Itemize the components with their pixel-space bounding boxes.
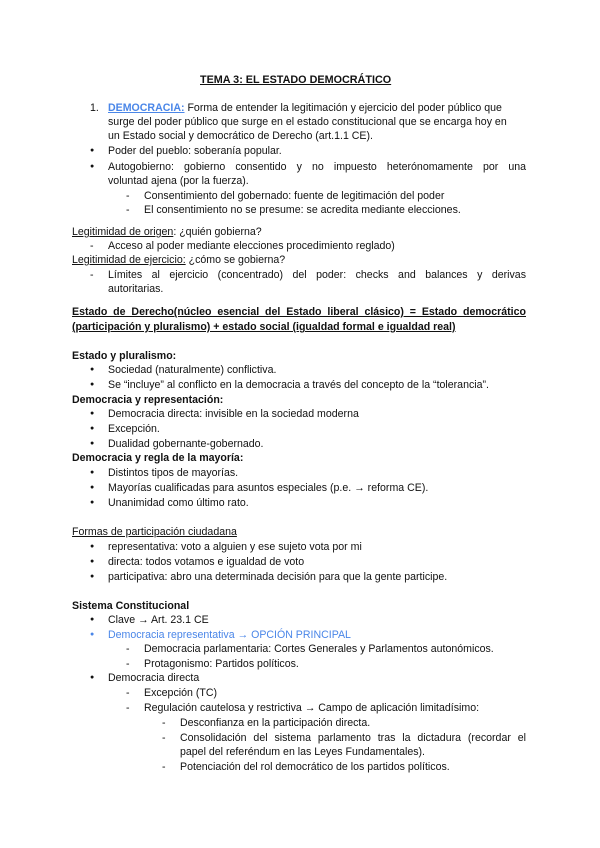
- list-item: ● participativa: abro una determinada decisión para que la gente participe.: [108, 570, 447, 584]
- list-item: ● Mayorías cualificadas para asuntos especiales (p.e. → reforma CE).: [108, 481, 428, 495]
- estado-derecho-line-2: (participación y pluralismo) + estado social (igualdad formal e igualdad real): [72, 321, 456, 333]
- list-item: - Regulación cautelosa y restrictiva → Campo de aplicación limitadísimo:: [144, 701, 479, 715]
- list-item-continuation: voluntad ajena (por la fuerza).: [108, 175, 249, 187]
- legitimidad-ejercicio: Legitimidad de ejercicio: ¿cómo se gobierna?: [72, 254, 286, 266]
- list-item: ● representativa: voto a alguien y ese sujeto vota por mi: [108, 540, 362, 554]
- list-item-continuation: papel del referéndum en las Leyes Fundamentales).: [180, 746, 425, 758]
- list-item: ● directa: todos votamos e igualdad de voto: [108, 555, 304, 569]
- list-item: ● Democracia directa: [108, 671, 199, 685]
- list-item: - Democracia parlamentaria: Cortes Generales y Parlamentos autonómicos.: [144, 642, 494, 656]
- estado-derecho-line-1: Estado de Derecho(núcleo esencial del Estado liberal clásico) = Estado democrático: [72, 306, 526, 318]
- section-heading: Formas de participación ciudadana: [72, 526, 237, 538]
- democracia-line-3: un Estado social y democrático de Derecho (art.1.1 CE).: [108, 130, 373, 142]
- democracia-term: DEMOCRACIA:: [108, 102, 185, 114]
- list-item: - Límites al ejercicio (concentrado) del poder: checks and balances y derivas: [108, 268, 526, 282]
- list-item: ● Autogobierno: gobierno consentido y no impuesto heterónomamente por una: [108, 160, 526, 174]
- list-item-highlight: ● Democracia representativa → OPCIÓN PRINCIPAL: [108, 628, 351, 642]
- democracia-definition-line: DEMOCRACIA: Forma de entender la legitimación y ejercicio del poder público que: [108, 102, 502, 114]
- list-item: ● Excepción.: [108, 422, 160, 436]
- list-item: - Consentimiento del gobernado: fuente de legitimación del poder: [144, 189, 444, 203]
- page-title: TEMA 3: EL ESTADO DEMOCRÁTICO: [200, 74, 392, 86]
- section-heading: Democracia y representación:: [72, 394, 224, 406]
- list-item: - Consolidación del sistema parlamento tras la dictadura (recordar el: [180, 731, 526, 745]
- list-item: ● Unanimidad como último rato.: [108, 496, 249, 510]
- list-item: - Protagonismo: Partidos políticos.: [144, 657, 299, 671]
- list-item: ● Clave → Art. 23.1 CE: [108, 613, 209, 627]
- list-item: - Potenciación del rol democrático de los partidos políticos.: [180, 760, 450, 774]
- list-item: ● Democracia directa: invisible en la sociedad moderna: [108, 407, 359, 421]
- democracia-line-2: surge del poder público que surge en el estado constitucional que se encarga hoy en: [108, 116, 507, 128]
- list-number: 1.: [90, 102, 99, 114]
- list-item-continuation: autoritarias.: [108, 283, 164, 295]
- legitimidad-origen: Legitimidad de origen: ¿quién gobierna?: [72, 226, 262, 238]
- list-item: ● Dualidad gobernante-gobernado.: [108, 437, 264, 451]
- list-item: - Excepción (TC): [144, 686, 217, 700]
- section-heading: Democracia y regla de la mayoría:: [72, 452, 244, 464]
- section-heading: Estado y pluralismo:: [72, 350, 177, 362]
- list-item: ● Distintos tipos de mayorías.: [108, 466, 238, 480]
- section-heading: Sistema Constitucional: [72, 600, 190, 612]
- list-item: ● Sociedad (naturalmente) conflictiva.: [108, 363, 276, 377]
- list-item: - El consentimiento no se presume: se acredita mediante elecciones.: [144, 203, 461, 217]
- list-item: ● Se “incluye” al conflicto en la democracia a través del concepto de la “tolerancia”.: [108, 378, 489, 392]
- list-item: - Acceso al poder mediante elecciones procedimiento reglado): [108, 239, 395, 253]
- list-item: ● Poder del pueblo: soberanía popular.: [108, 144, 282, 158]
- list-item: - Desconfianza en la participación directa.: [180, 716, 370, 730]
